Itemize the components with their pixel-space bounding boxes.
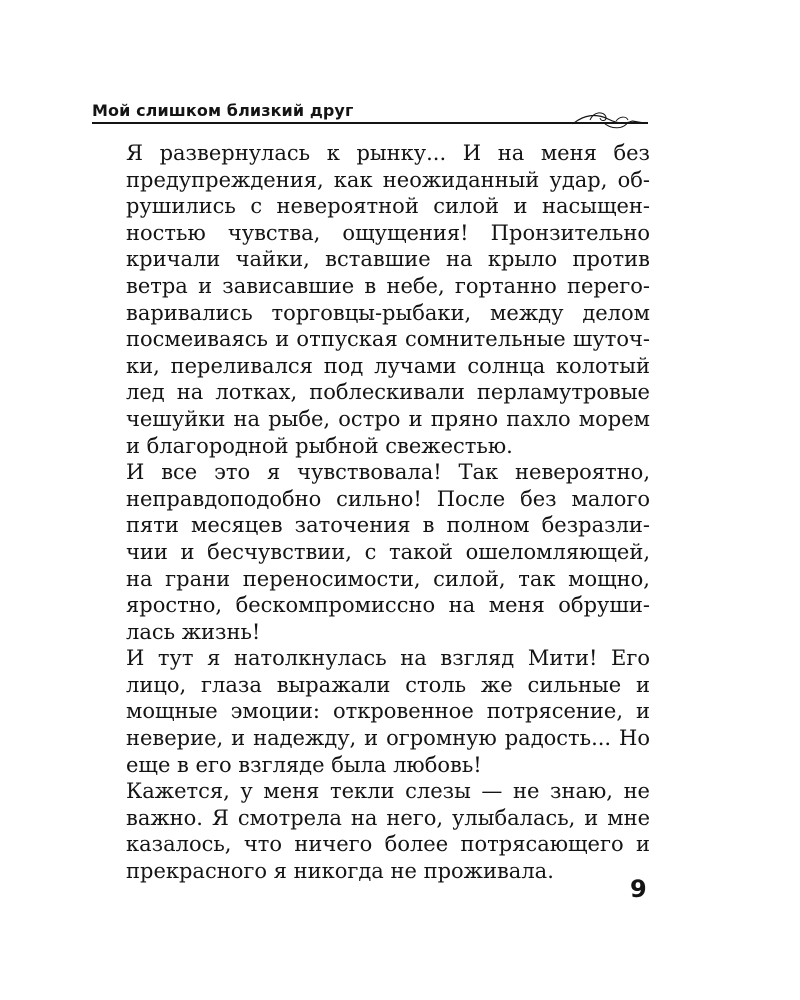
text-line: прекрасного я никогда не проживала. [126, 859, 554, 884]
text-line: И все это я чувствовала! Так невероятно, [126, 460, 650, 485]
text-line: важно. Я смотрела на него, улыбалась, и мне [126, 805, 650, 830]
text-line: лед на лотках, поблескивали перламутровые [126, 380, 650, 405]
page-number: 9 [630, 875, 647, 903]
text-line: еще в его взгляде была любовь! [126, 752, 482, 777]
header-rule [92, 122, 648, 124]
paragraph-2 [92, 459, 650, 645]
running-header [92, 101, 648, 127]
text-line: Я развернулась к рынку... И на меня без [126, 141, 650, 165]
text-line: ветра и зависавшие в небе, гортанно перего- [126, 273, 650, 298]
text-line: лицо, глаза выражали столь же сильные и [126, 672, 650, 697]
text-line: яростно, бескомпромиссно на меня обруши- [126, 593, 650, 618]
text-line: на грани переносимости, силой, так мощно, [126, 566, 650, 591]
paragraph-4 [92, 778, 650, 884]
text-line: неверие, и надежду, и огромную радость... Но [126, 726, 650, 751]
text-line: И тут я натолкнулась на взгляд Мити! Его [126, 646, 650, 671]
text-line: лась жизнь! [126, 619, 261, 644]
text-line: пяти месяцев заточения в полном безразли- [126, 513, 650, 538]
text-line: ки, переливался под лучами солнца колотый [126, 353, 650, 378]
text-line: и благородной рыбной свежестью. [126, 433, 513, 458]
body-text [92, 140, 650, 885]
text-line: неправдоподобно сильно! После без малого [126, 486, 650, 511]
flourish-ornament-icon [570, 107, 650, 131]
text-line: мощные эмоции: откровенное потрясение, и [126, 699, 650, 724]
paragraph-1 [92, 140, 650, 459]
text-line: рушились с невероятной силой и насыщен- [126, 194, 650, 219]
text-line: ностью чувства, ощущения! Пронзительно [126, 220, 650, 245]
text-line: казалось, что ничего более потрясающего и [126, 832, 650, 857]
running-title: Мой слишком близкий друг [92, 101, 354, 120]
paragraph-3 [92, 645, 650, 778]
text-line: чешуйки на рыбе, остро и пряно пахло морем [126, 406, 650, 431]
text-line: предупреждения, как неожиданный удар, об- [126, 167, 650, 192]
text-line: варивались торговцы-рыбаки, между делом [126, 300, 650, 325]
text-line: чии и бесчувствии, с такой ошеломляющей, [126, 539, 650, 564]
text-line: Кажется, у меня текли слезы — не знаю, не [126, 779, 650, 804]
text-line: кричали чайки, вставшие на крыло против [126, 247, 650, 272]
text-line: посмеиваясь и отпуская сомнительные шуточ- [126, 327, 650, 352]
